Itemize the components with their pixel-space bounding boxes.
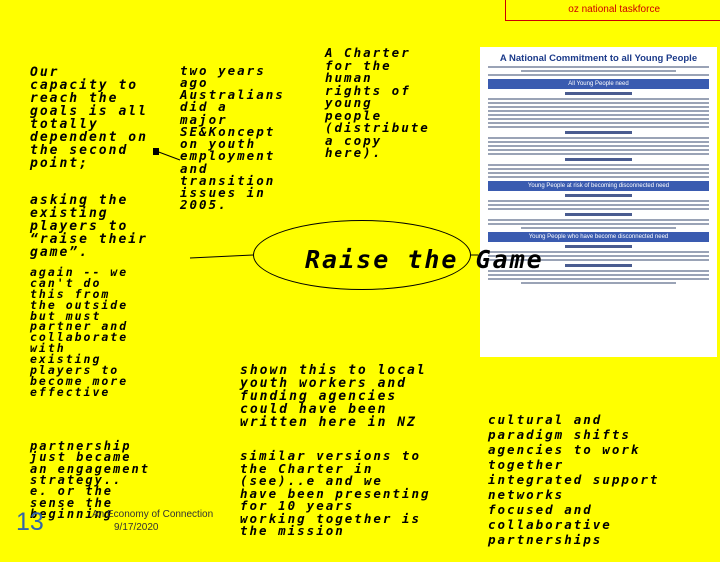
branch-left-top: Our capacity to reach the goals is all totally dependent on the second point; xyxy=(30,65,148,171)
document-title: A National Commitment to all Young People xyxy=(499,53,698,64)
branch-left-low: again -- we can't do this from the outside but must partner and collaborate with existing players to become more effective xyxy=(30,264,129,399)
branch-upper-mid: two years ago Australians did a major SE&Koncept on youth employment and transition issues in 2005. xyxy=(180,62,285,213)
branch-upper-right: A Charter for the human rights of young people (distribute a copy here). xyxy=(325,45,430,160)
header-org: oz national taskforce xyxy=(568,4,660,15)
document-band-2: Young People at risk of becoming disconnected need xyxy=(488,181,709,191)
page-number: 13 xyxy=(16,508,44,536)
branch-left-bottom: partnership just became an engagement strategy.. e. or the sense the beginning xyxy=(30,438,150,522)
footer-title: An Economy of Connection xyxy=(92,509,214,520)
document-band-3: Young People who have become disconnected need xyxy=(488,232,709,242)
branch-mid-center: shown this to local youth workers and funding agencies could have been written here in NZ xyxy=(240,363,427,430)
charter-document-image xyxy=(480,47,717,357)
footer-date: 9/17/2020 xyxy=(114,522,159,533)
branch-mid-lower: similar versions to the Charter in (see)..e and we have been presenting for 10 years working together is the mission xyxy=(240,448,431,538)
center-label: Raise the Game xyxy=(305,245,544,274)
branch-right-bottom: cultural and paradigm shifts agencies to work together integrated support networks focused and collaborative partnerships xyxy=(488,412,660,547)
branch-node xyxy=(153,148,159,155)
branch-left-mid: asking the existing players to “raise their game”. xyxy=(30,193,148,260)
document-band-1: All Young People need xyxy=(488,79,709,89)
